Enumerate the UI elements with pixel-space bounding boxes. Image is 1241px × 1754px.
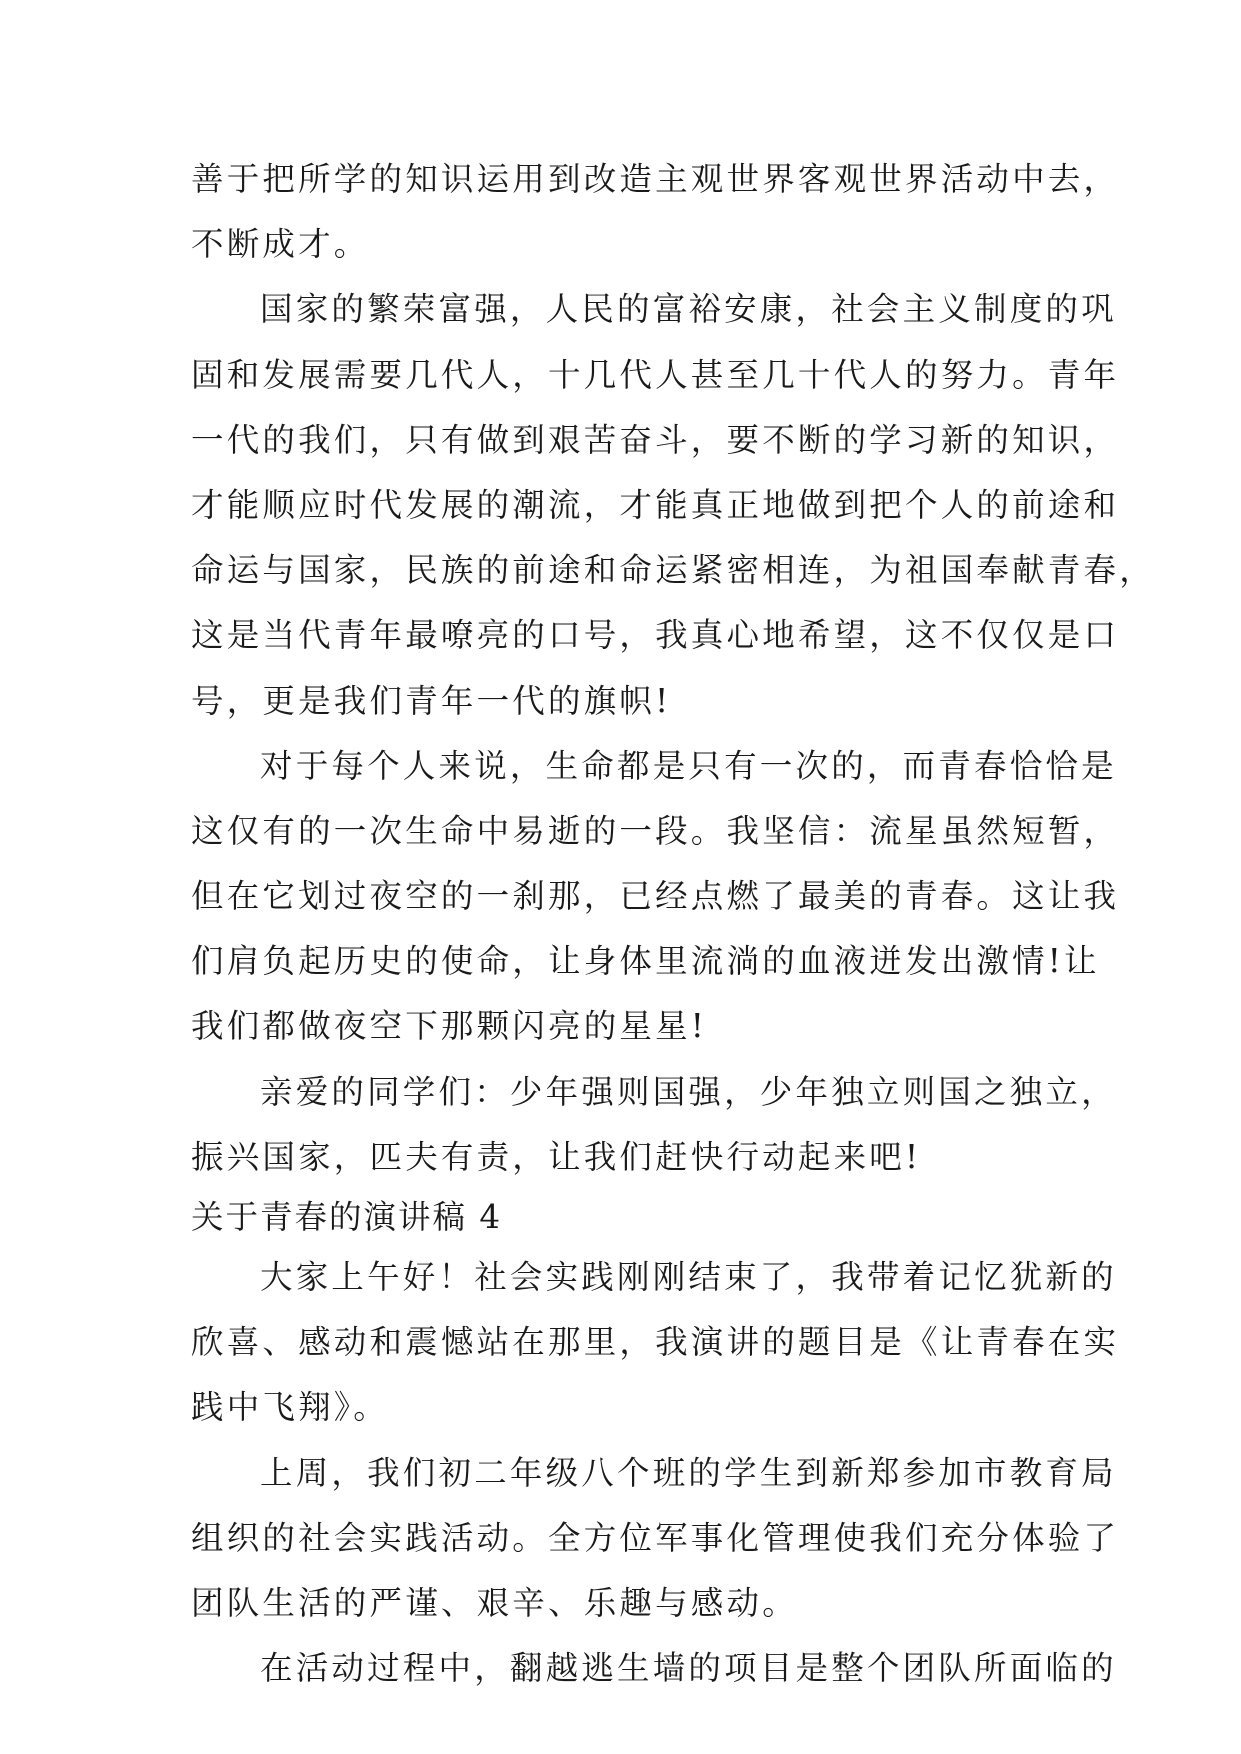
text-line: 号，更是我们青年一代的旗帜!: [191, 681, 672, 720]
text-line: 善于把所学的知识运用到改造主观世界客观世界活动中去，: [191, 160, 1120, 198]
paragraph-first-line: 大家上午好！社会实践刚刚结束了，我带着记忆犹新的: [260, 1258, 1117, 1296]
text-line: 组织的社会实践活动。全方位军事化管理使我们充分体验了: [191, 1518, 1120, 1557]
paragraph-first-line: 上周，我们初二年级八个班的学生到新郑参加市教育局: [260, 1453, 1117, 1492]
text-line: 团队生活的严谨、艰辛、乐趣与感动。: [191, 1583, 798, 1622]
section-heading: 关于青春的演讲稿 4: [191, 1198, 503, 1236]
text-line: 一代的我们，只有做到艰苦奋斗，要不断的学习新的知识，: [191, 420, 1120, 459]
paragraph-first-line: 在活动过程中，翻越逃生墙的项目是整个团队所面临的: [260, 1649, 1117, 1688]
text-line: 这仅有的一次生命中易逝的一段。我坚信：流星虽然短暂，: [191, 811, 1120, 850]
text-line: 固和发展需要几代人，十几代人甚至几十代人的努力。青年: [191, 355, 1120, 394]
document-body: [191, 147, 1155, 1701]
text-line: 不断成才。: [191, 225, 370, 264]
paragraph-first-line: 国家的繁荣富强，人民的富裕安康，社会主义制度的巩: [260, 290, 1117, 329]
text-line: 这是当代青年最嘹亮的口号，我真心地希望，这不仅仅是口: [191, 616, 1120, 655]
text-line: 振兴国家，匹夫有责，让我们赶快行动起来吧!: [191, 1137, 922, 1176]
text-line: 我们都做夜空下那颗闪亮的星星!: [191, 1007, 708, 1046]
text-line: 才能顺应时代发展的潮流，才能真正地做到把个人的前途和: [191, 485, 1120, 524]
text-line: 们肩负起历史的使命，让身体里流淌的血液迸发出激情!让: [191, 942, 1100, 981]
text-line: 命运与国家，民族的前途和命运紧密相连，为祖国奉献青春，: [191, 551, 1155, 590]
text-line: 欣喜、感动和震憾站在那里，我演讲的题目是《让青春在实: [191, 1323, 1120, 1362]
paragraph-first-line: 亲爱的同学们：少年强则国强，少年独立则国之独立，: [260, 1072, 1117, 1111]
text-line: 践中飞翔》。: [191, 1388, 389, 1427]
paragraph-first-line: 对于每个人来说，生命都是只有一次的，而青春恰恰是: [260, 746, 1117, 785]
text-line: 但在它划过夜空的一刹那，已经点燃了最美的青春。这让我: [191, 877, 1120, 916]
